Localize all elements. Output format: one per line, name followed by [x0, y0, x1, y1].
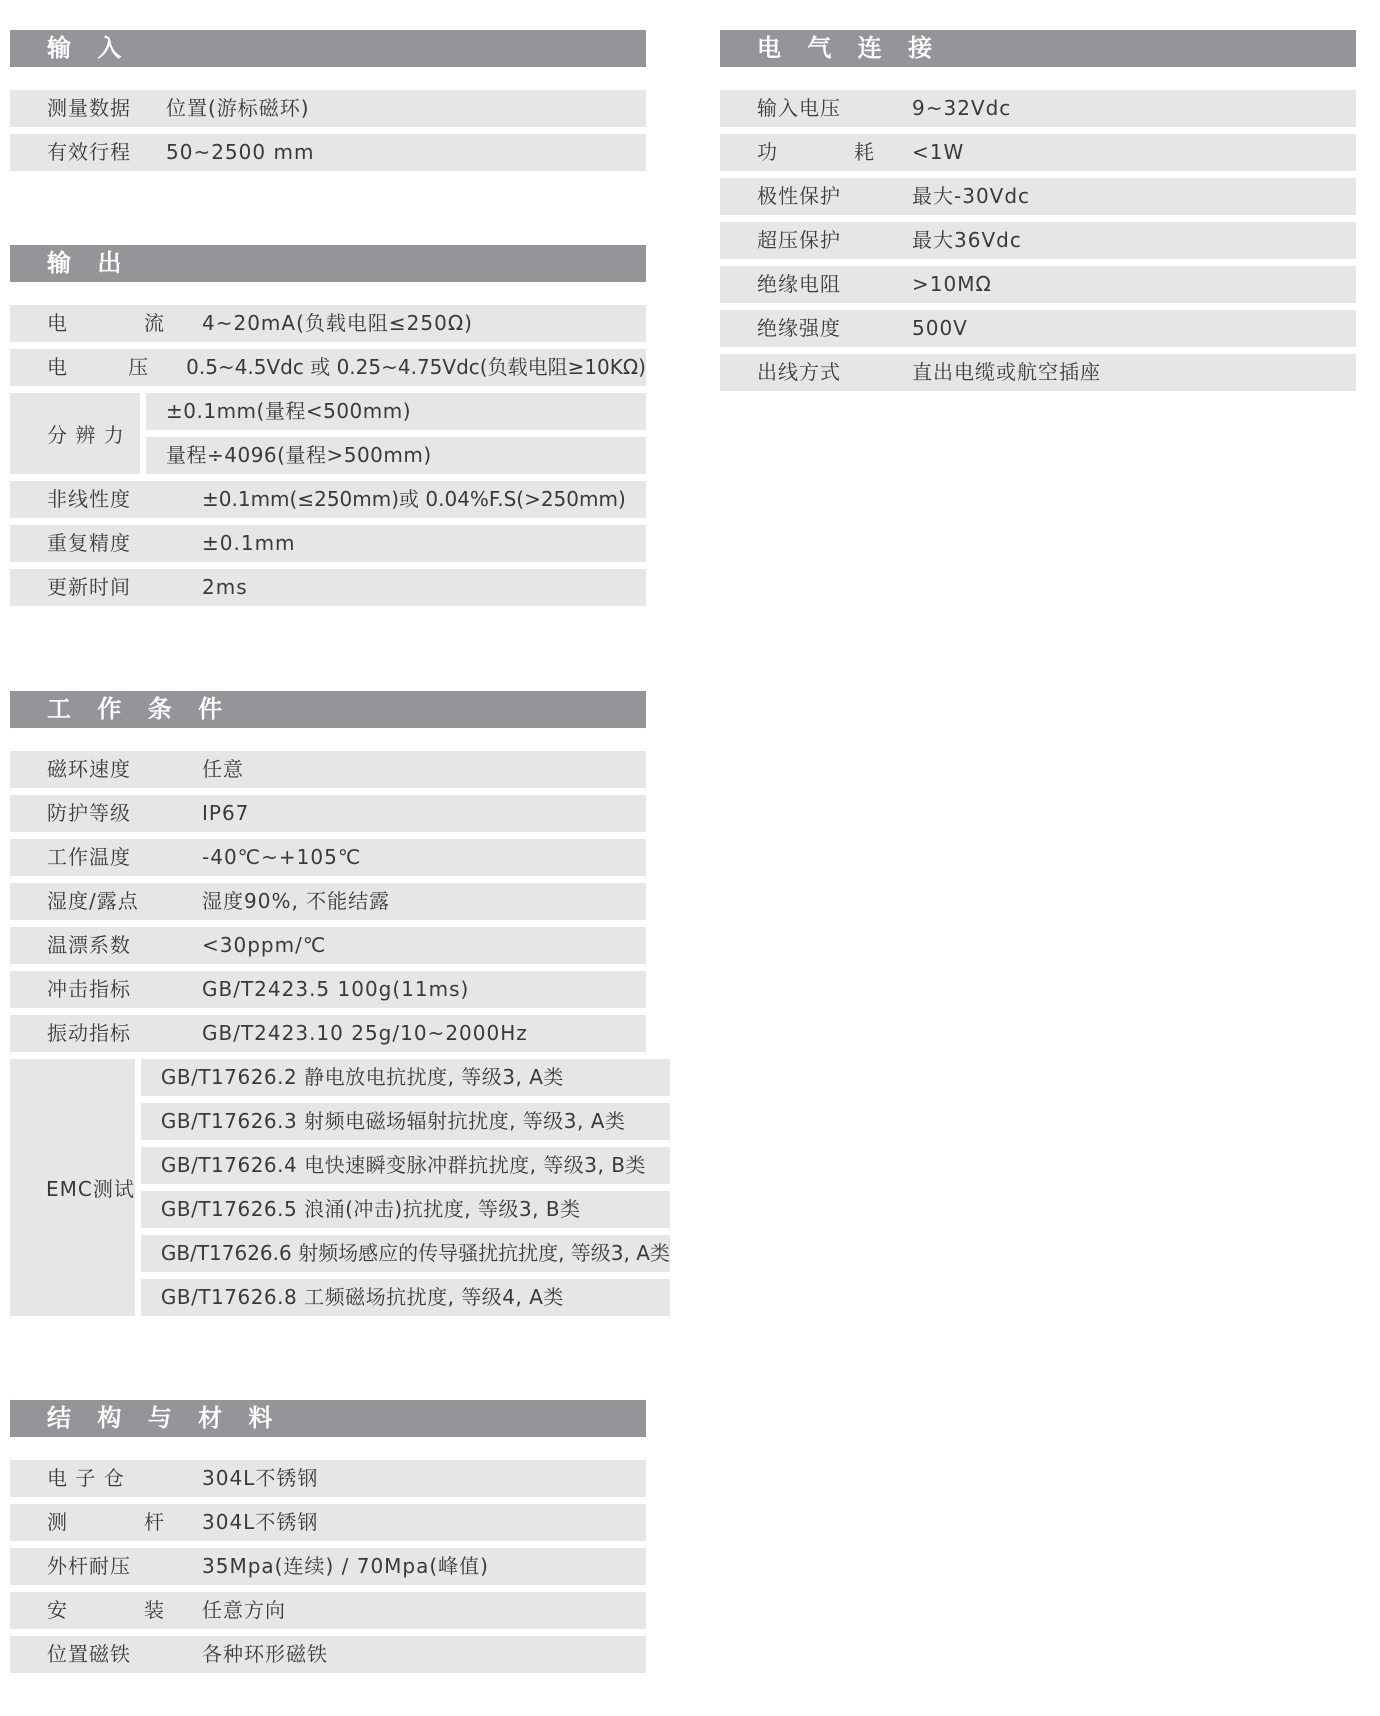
spec-label: 有效行程	[47, 140, 131, 164]
spec-row-current	[10, 305, 646, 342]
spec-value: 304L不锈钢	[202, 1466, 319, 1490]
spec-label: 磁环速度	[47, 757, 131, 781]
spec-value: GB/T17626.6 射频场感应的传导骚扰抗扰度, 等级3, A类	[141, 1235, 670, 1272]
section-title-electrical-connection: 电 气 连 接	[720, 30, 1356, 67]
spec-value: 湿度90%, 不能结露	[202, 889, 391, 913]
spec-row-temp-drift	[10, 927, 646, 964]
spec-label-part: 安	[47, 1598, 68, 1622]
spec-label: 分 辨 力	[10, 393, 140, 474]
spec-label: 振动指标	[47, 1021, 131, 1045]
spec-label	[10, 1636, 165, 1673]
spec-label-part: 耗	[854, 140, 875, 164]
spec-label-part: 杆	[144, 1510, 165, 1534]
spec-row-vibration	[10, 1015, 646, 1052]
spec-row-effective-stroke	[10, 134, 646, 171]
spec-label: 工作温度	[47, 845, 131, 869]
spec-label: 湿度/露点	[47, 889, 139, 913]
spec-row-update-time	[10, 569, 646, 606]
spec-label	[10, 1504, 165, 1541]
spec-label: 重复精度	[47, 531, 131, 555]
section-title-working-conditions: 工 作 条 件	[10, 691, 646, 728]
spec-label	[720, 354, 875, 391]
spec-value: 任意方向	[202, 1598, 286, 1622]
spec-row-voltage	[10, 349, 646, 386]
spec-label	[720, 178, 875, 215]
section-output	[10, 245, 646, 613]
spec-row-power-consumption	[720, 134, 1356, 171]
spec-label-part: 绝缘强度	[757, 316, 841, 340]
spec-value: 2ms	[202, 575, 248, 599]
spec-label: 测量数据	[47, 96, 131, 120]
spec-label	[10, 349, 149, 386]
spec-label-part: 绝缘电阻	[757, 272, 841, 296]
spec-value: 4~20mA(负载电阻≤250Ω)	[202, 311, 473, 335]
spec-value: 9~32Vdc	[912, 96, 1012, 120]
spec-label-part: 外杆耐压	[47, 1554, 131, 1578]
spec-row-electronics-housing	[10, 1460, 646, 1497]
spec-label-part: 功	[757, 140, 778, 164]
spec-value: ±0.1mm(量程<500mm)	[146, 393, 646, 430]
spec-label: 非线性度	[47, 487, 131, 511]
spec-row-rod	[10, 1504, 646, 1541]
section-input	[10, 30, 646, 178]
spec-row-insulation-strength	[720, 310, 1356, 347]
spec-row-input-voltage	[720, 90, 1356, 127]
spec-label-part: 流	[144, 311, 165, 335]
spec-row-working-temp	[10, 839, 646, 876]
spec-label	[720, 266, 875, 303]
spec-value: ±0.1mm(≤250mm)或 0.04%F.S(>250mm)	[202, 487, 626, 511]
spec-value: 50~2500 mm	[166, 140, 315, 164]
spec-row-polarity-protection	[720, 178, 1356, 215]
spec-value: 最大36Vdc	[912, 228, 1022, 252]
spec-label	[10, 305, 165, 342]
spec-label-part: 装	[144, 1598, 165, 1622]
spec-row-overvoltage-protection	[720, 222, 1356, 259]
spec-row-nonlinearity	[10, 481, 646, 518]
section-electrical-connection	[720, 30, 1356, 398]
spec-value: 最大-30Vdc	[912, 184, 1031, 208]
spec-row-installation	[10, 1592, 646, 1629]
section-working-conditions	[10, 691, 670, 1323]
spec-value: 量程÷4096(量程>500mm)	[146, 437, 646, 474]
spec-value: GB/T17626.5 浪涌(冲击)抗扰度, 等级3, B类	[141, 1191, 670, 1228]
spec-label	[720, 134, 875, 171]
spec-value: >10MΩ	[912, 272, 992, 296]
spec-row-pressure-rating	[10, 1548, 646, 1585]
spec-label-part: 位置磁铁	[47, 1642, 131, 1666]
spec-label-part: 输入电压	[757, 96, 841, 120]
spec-label-part: 电	[47, 355, 68, 379]
spec-label	[720, 222, 875, 259]
spec-value: <1W	[912, 140, 965, 164]
spec-label: 防护等级	[47, 801, 131, 825]
spec-value: GB/T17626.4 电快速瞬变脉冲群抗扰度, 等级3, B类	[141, 1147, 670, 1184]
section-structure-materials	[10, 1400, 646, 1680]
spec-row-shock	[10, 971, 646, 1008]
spec-value: 直出电缆或航空插座	[912, 360, 1101, 384]
spec-label-part: 压	[128, 355, 150, 379]
spec-value: 位置(游标磁环)	[166, 96, 310, 120]
spec-label: 温漂系数	[47, 933, 131, 957]
section-title-structure-materials: 结 构 与 材 料	[10, 1400, 646, 1437]
spec-label: 更新时间	[47, 575, 131, 599]
spec-value: 35Mpa(连续) / 70Mpa(峰值)	[202, 1554, 489, 1578]
spec-value: <30ppm/℃	[202, 933, 327, 957]
spec-row-position-magnet	[10, 1636, 646, 1673]
spec-label-part: 超压保护	[757, 228, 841, 252]
spec-label: EMC测试	[10, 1059, 135, 1316]
spec-row-repeatability	[10, 525, 646, 562]
spec-value: 500V	[912, 316, 968, 340]
spec-value: 各种环形磁铁	[202, 1642, 328, 1666]
spec-row-measurement-data	[10, 90, 646, 127]
spec-value: 0.5~4.5Vdc 或 0.25~4.75Vdc(负载电阻≥10KΩ)	[186, 355, 646, 379]
spec-row-protection-grade	[10, 795, 646, 832]
section-title-input: 输 入	[10, 30, 646, 67]
section-title-output: 输 出	[10, 245, 646, 282]
spec-group-resolution	[10, 393, 646, 474]
spec-value: GB/T2423.5 100g(11ms)	[202, 977, 470, 1001]
spec-label-part: 电 子 仓	[47, 1466, 125, 1490]
spec-label	[720, 310, 875, 347]
spec-value: GB/T17626.2 静电放电抗扰度, 等级3, A类	[141, 1059, 670, 1096]
spec-value: -40℃~+105℃	[202, 845, 362, 869]
spec-label-part: 电	[47, 311, 68, 335]
spec-row-ring-speed	[10, 751, 646, 788]
spec-value: GB/T17626.3 射频电磁场辐射抗扰度, 等级3, A类	[141, 1103, 670, 1140]
spec-group-emc	[10, 1059, 670, 1316]
spec-label-part: 出线方式	[757, 360, 841, 384]
spec-label	[720, 90, 875, 127]
spec-value: IP67	[202, 801, 250, 825]
spec-value: GB/T17626.8 工频磁场抗扰度, 等级4, A类	[141, 1279, 670, 1316]
spec-label: 冲击指标	[47, 977, 131, 1001]
spec-label	[10, 1460, 165, 1497]
spec-value: GB/T2423.10 25g/10~2000Hz	[202, 1021, 528, 1045]
spec-value: 任意	[202, 757, 244, 781]
spec-label-part: 测	[47, 1510, 68, 1534]
spec-label-part: 极性保护	[757, 184, 841, 208]
spec-row-cable-outlet	[720, 354, 1356, 391]
spec-label	[10, 1548, 165, 1585]
spec-row-humidity	[10, 883, 646, 920]
spec-row-insulation-resistance	[720, 266, 1356, 303]
spec-label	[10, 1592, 165, 1629]
spec-value: 304L不锈钢	[202, 1510, 319, 1534]
spec-value: ±0.1mm	[202, 531, 296, 555]
